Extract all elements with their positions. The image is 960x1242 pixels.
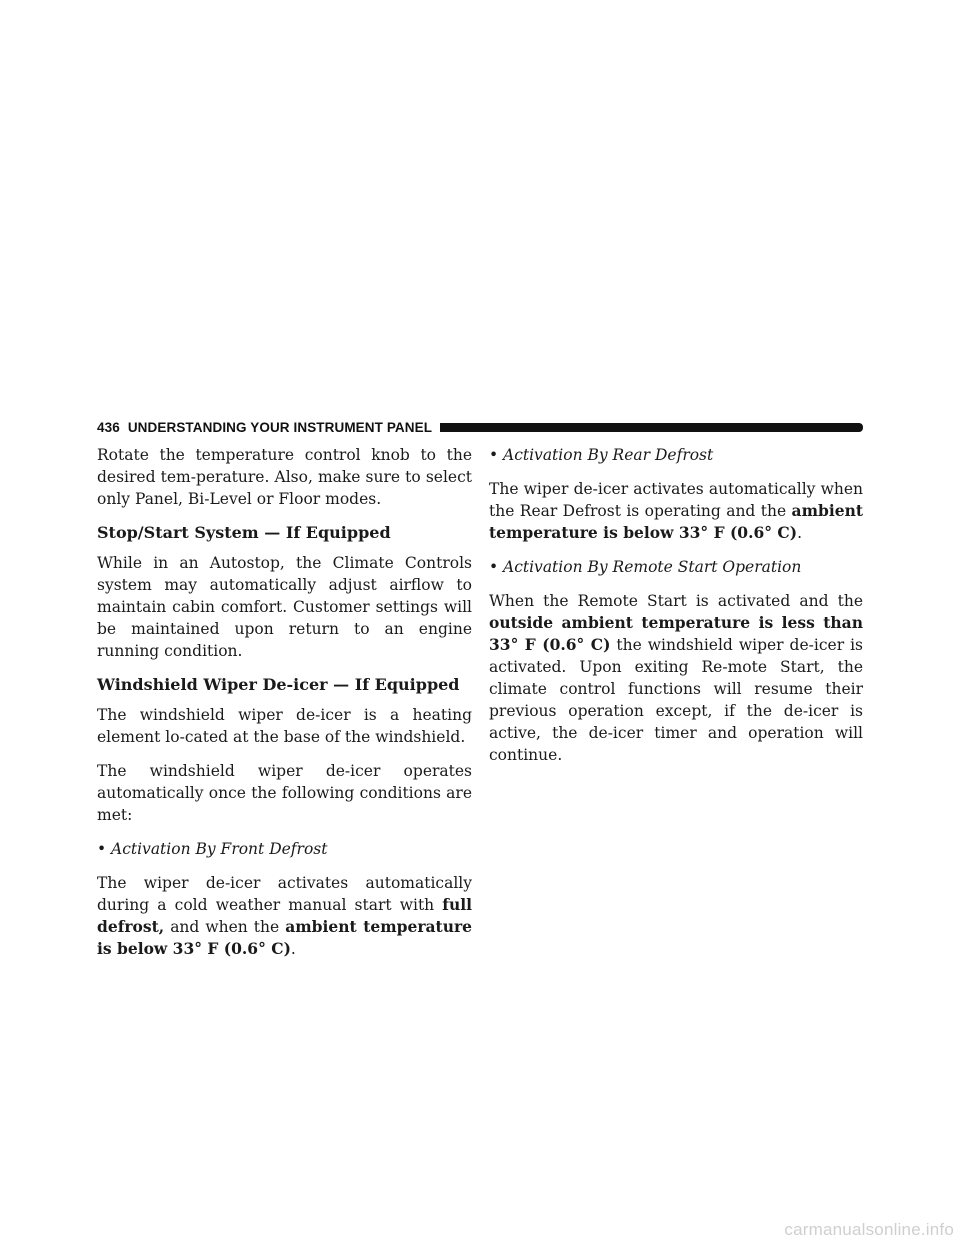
paragraph-deicer-description: The windshield wiper de-icer is a heating element lo-cated at the base of the windshield. bbox=[97, 706, 472, 746]
text-run: . bbox=[797, 524, 803, 542]
text-run: The wiper de-icer activates automatically when the Rear Defrost is operating and the bbox=[489, 480, 863, 520]
right-column bbox=[489, 444, 863, 778]
text-run: . bbox=[290, 940, 296, 958]
paragraph-deicer-conditions: The windshield wiper de-icer operates automatically once the following conditions are met: bbox=[97, 762, 472, 824]
bullet-dot: • bbox=[489, 446, 499, 464]
heading-stop-start: Stop/Start System — If Equipped bbox=[97, 523, 391, 542]
page-number: 436 bbox=[97, 419, 120, 435]
bullet-rear-defrost bbox=[489, 444, 863, 466]
heading-wiper-deicer: Windshield Wiper De-icer — If Equipped bbox=[97, 675, 460, 694]
paragraph-autostop: While in an Autostop, the Climate Controls system may automatically adjust airflow to maintain cabin comfort. Customer settings will be maintained upon return to an engine running condition. bbox=[97, 554, 472, 660]
text-run: When the Remote Start is activated and the bbox=[489, 592, 863, 610]
bullet-dot: • bbox=[97, 840, 107, 858]
text-run: and when the bbox=[164, 918, 286, 936]
bullet-label: Activation By Remote Start Operation bbox=[503, 558, 802, 576]
bullet-label: Activation By Front Defrost bbox=[111, 840, 328, 858]
header-rule bbox=[440, 423, 863, 432]
bullet-dot: • bbox=[489, 558, 499, 576]
paragraph-rear-defrost bbox=[489, 478, 863, 544]
text-run-bold: full defrost, bbox=[97, 895, 472, 936]
text-run-bold: ambient temperature is below 33° F (0.6° C) bbox=[97, 917, 472, 958]
text-run-bold: ambient temperature is below 33° F (0.6° C) bbox=[489, 501, 863, 542]
watermark-text: carmanualsonline.info bbox=[784, 1220, 954, 1239]
bullet-label: Activation By Rear Defrost bbox=[503, 446, 714, 464]
paragraph-front-defrost bbox=[97, 872, 472, 960]
page-header bbox=[97, 418, 863, 436]
section-title: UNDERSTANDING YOUR INSTRUMENT PANEL bbox=[127, 419, 433, 435]
text-run: The wiper de-icer activates automatically during a cold weather manual start with bbox=[97, 874, 472, 914]
text-run: the windshield wiper de-icer is activated. Upon exiting Re-mote Start, the climate control functions will resume their previous operation except, if the de-icer is active, the de-icer timer and operation will continue. bbox=[489, 636, 864, 764]
text-run-bold: outside ambient temperature is less than 33° F (0.6° C) bbox=[489, 613, 863, 654]
left-column bbox=[97, 444, 472, 972]
paragraph-temperature-knob: Rotate the temperature control knob to the desired tem-perature. Also, make sure to select only Panel, Bi-Level or Floor modes. bbox=[97, 446, 472, 508]
paragraph-remote-start bbox=[489, 590, 863, 766]
bullet-remote-start bbox=[489, 556, 863, 578]
bullet-front-defrost bbox=[97, 838, 472, 860]
